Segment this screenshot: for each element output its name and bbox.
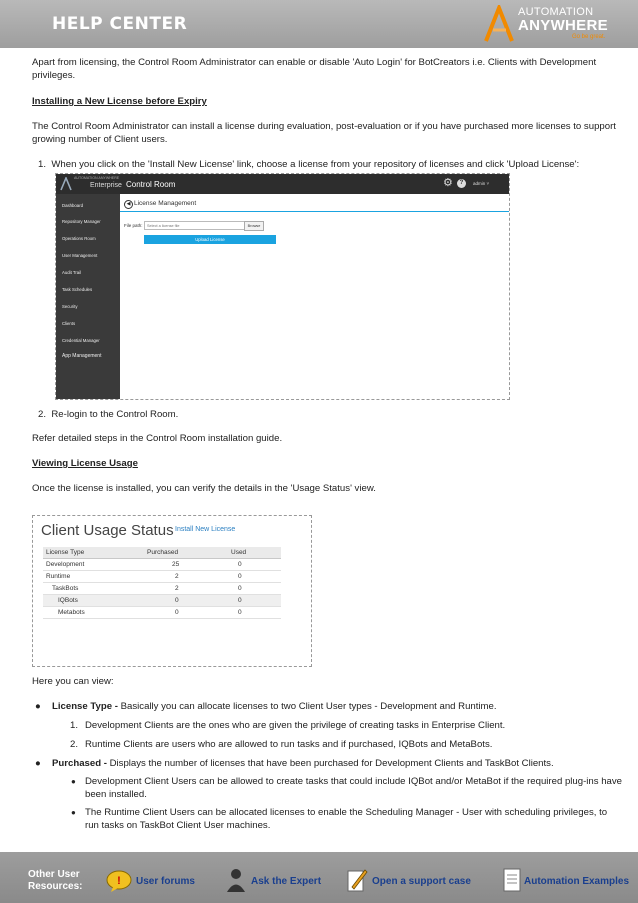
step-1 xyxy=(32,158,622,171)
sub-bullet-dot: ● xyxy=(71,777,76,786)
forum-chat-icon[interactable] xyxy=(106,869,132,893)
sidebar-item-credential-manager[interactable]: Credential Manager xyxy=(62,338,100,343)
control-room-main xyxy=(120,194,509,399)
logo-mark-icon xyxy=(482,5,516,43)
bullet-dot: ● xyxy=(35,758,41,769)
row-runtime-type: Runtime xyxy=(43,571,144,583)
usage-table xyxy=(43,547,281,619)
sub-item-1 xyxy=(32,719,622,732)
footer-link-user-forums[interactable]: User forums xyxy=(136,876,195,887)
examples-document-icon[interactable] xyxy=(503,867,521,893)
settings-gear-icon[interactable]: ⚙ xyxy=(443,177,453,189)
help-center-title: HELP CENTER xyxy=(52,14,188,34)
installing-paragraph: The Control Room Administrator can install a license during evaluation, post-evaluation or if you have purchased more licenses to support growing number of Client users. xyxy=(32,121,616,145)
footer-link-automation-examples[interactable]: Automation Examples xyxy=(524,876,630,887)
refer-paragraph: Refer detailed steps in the Control Room installation guide. xyxy=(32,433,283,444)
bullet-dot: ● xyxy=(35,701,41,712)
sidebar-item-task-schedules[interactable]: Task Schedules xyxy=(62,287,93,292)
viewing-paragraph: Once the license is installed, you can verify the details in the 'Usage Status' view. xyxy=(32,483,376,494)
license-management-title: License Management xyxy=(134,200,197,207)
install-new-license-link[interactable]: Install New License xyxy=(175,526,236,533)
step-1-number: 1. xyxy=(38,159,47,170)
sub-item-1-number: 1. xyxy=(70,720,79,731)
logo-tagline: Go be great. xyxy=(572,34,606,40)
control-room-screenshot xyxy=(55,173,510,400)
footer-label-line-1: Other User xyxy=(28,869,80,880)
heading-viewing-license-usage: Viewing License Usage xyxy=(32,458,138,469)
table-row xyxy=(43,571,281,583)
brand-enterprise: Enterprise xyxy=(90,182,122,189)
sub-item-2-text: Runtime Clients are users who are allowed to run tasks and if purchased, IQBots and MetaBots. xyxy=(85,739,493,750)
row-development-type: Development xyxy=(43,559,144,571)
logo-line-1: AUTOMATION xyxy=(518,6,594,18)
panel-divider xyxy=(120,211,509,212)
row-metabots-type: Metabots xyxy=(43,607,144,619)
col-used: Used xyxy=(228,547,281,559)
bullet-purchased-text: Displays the number of licenses that have been purchased for Development Clients and TaskBot Clients. xyxy=(109,758,554,769)
heading-installing-license: Installing a New License before Expiry xyxy=(32,96,207,107)
footer-bar xyxy=(0,852,638,903)
table-row xyxy=(43,583,281,595)
row-metabots-used: 0 xyxy=(228,607,281,619)
row-runtime-purchased: 2 xyxy=(144,571,228,583)
aa-logo-icon xyxy=(60,177,72,191)
sub-bullet-2 xyxy=(32,806,622,832)
header-bar xyxy=(0,0,638,48)
footer-link-ask-the-expert[interactable]: Ask the Expert xyxy=(251,876,322,887)
intro-paragraph: Apart from licensing, the Control Room Administrator can enable or disable 'Auto Login' for BotCreators i.e. Clients with Development privileges. xyxy=(32,57,597,81)
sidebar-item-dashboard[interactable]: Dashboard xyxy=(62,203,84,208)
bullet-license-type xyxy=(32,700,622,713)
control-room-topbar xyxy=(56,174,509,194)
row-taskbots-used: 0 xyxy=(228,583,281,595)
sub-item-1-text: Development Clients are the ones who are given the privilege of creating tasks in Enterprise Client. xyxy=(85,720,506,731)
automation-anywhere-logo[interactable] xyxy=(482,3,610,45)
sidebar-item-app-management[interactable]: App Management xyxy=(62,353,102,359)
row-taskbots-type: TaskBots xyxy=(43,583,144,595)
sidebar-item-clients[interactable]: Clients xyxy=(62,321,76,326)
sub-item-2 xyxy=(32,738,622,751)
document-body-2 xyxy=(32,408,622,495)
col-license-type: License Type xyxy=(43,547,144,559)
sidebar-item-repository-manager[interactable]: Repository Manager xyxy=(62,219,101,224)
user-menu[interactable]: admin ˅ xyxy=(473,181,490,186)
control-room-sidebar xyxy=(56,194,120,399)
sub-item-2-number: 2. xyxy=(70,739,79,750)
footer-label-line-2: Resources: xyxy=(28,881,83,892)
sidebar-item-user-management[interactable]: User Management xyxy=(62,253,98,258)
control-room-title: Control Room xyxy=(126,180,176,189)
sidebar-item-audit-trail[interactable]: Audit Trail xyxy=(62,270,82,275)
help-icon[interactable]: ? xyxy=(457,179,466,188)
document-body-3 xyxy=(32,675,622,832)
upload-license-button[interactable]: Upload License xyxy=(144,235,276,244)
bullet-license-type-text: Basically you can allocate licenses to two Client User types - Development and Runtime. xyxy=(120,701,497,712)
step-2-text: Re-login to the Control Room. xyxy=(51,409,179,420)
sidebar-item-security[interactable]: Security xyxy=(62,304,78,309)
table-row xyxy=(43,595,281,607)
step-2-number: 2. xyxy=(38,409,47,420)
sidebar-item-operations-room[interactable]: Operations Room xyxy=(62,236,96,241)
file-path-label: File path: xyxy=(124,223,143,228)
sub-bullet-dot: ● xyxy=(71,808,76,817)
view-lead: Here you can view: xyxy=(32,676,114,687)
row-development-purchased: 25 xyxy=(144,559,228,571)
step-1-text: When you click on the 'Install New License' link, choose a license from your repository of licenses and click 'Upload License': xyxy=(51,159,580,170)
row-iqbots-purchased: 0 xyxy=(144,595,228,607)
expert-person-icon[interactable] xyxy=(226,867,246,893)
row-iqbots-type: IQBots xyxy=(43,595,144,607)
logo-line-2: ANYWHERE xyxy=(518,17,608,34)
sub-bullet-1 xyxy=(32,775,622,801)
browse-button[interactable]: Browse xyxy=(244,221,264,231)
bullet-purchased xyxy=(32,757,622,770)
brand-small: AUTOMATION ANYWHERE xyxy=(74,176,120,180)
bullet-license-type-label: License Type - xyxy=(52,701,118,712)
document-body xyxy=(32,56,622,171)
bullet-purchased-label: Purchased - xyxy=(52,758,107,769)
footer-link-open-support-case[interactable]: Open a support case xyxy=(372,876,471,887)
back-arrow-icon[interactable]: ◀ xyxy=(124,200,133,209)
sub-bullet-2-text: The Runtime Client Users can be allocated licenses to enable the Scheduling Manager - User with scheduling privileges, to run tasks on TaskBot Client User machines. xyxy=(85,807,608,831)
usage-table-header xyxy=(43,547,281,559)
row-development-used: 0 xyxy=(228,559,281,571)
table-row xyxy=(43,559,281,571)
sub-bullet-1-text: Development Client Users can be allowed to create tasks that could include IQBot and/or MetaBot if the required plug-ins have been installed. xyxy=(85,776,623,800)
support-case-pencil-icon[interactable] xyxy=(346,867,368,893)
row-runtime-used: 0 xyxy=(228,571,281,583)
usage-status-screenshot xyxy=(32,515,312,667)
svg-text:!: ! xyxy=(117,875,121,887)
row-taskbots-purchased: 2 xyxy=(144,583,228,595)
file-path-input[interactable] xyxy=(144,221,246,230)
step-2 xyxy=(32,408,622,421)
table-row xyxy=(43,607,281,619)
usage-status-title: Client Usage Status xyxy=(41,522,174,539)
col-purchased: Purchased xyxy=(144,547,228,559)
row-metabots-purchased: 0 xyxy=(144,607,228,619)
row-iqbots-used: 0 xyxy=(228,595,281,607)
